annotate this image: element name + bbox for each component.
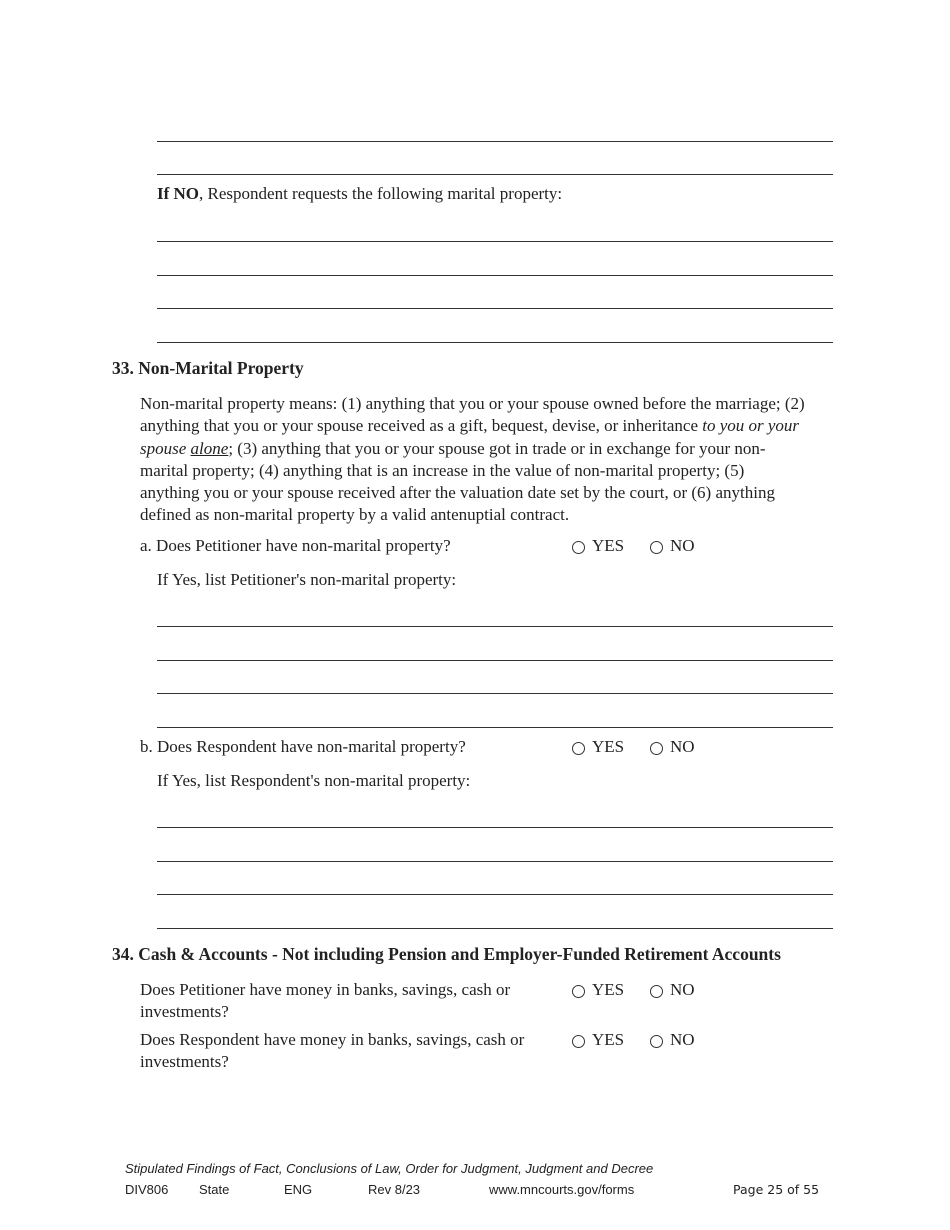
question-a-no-radio[interactable]	[650, 541, 663, 554]
fill-line-petitioner-3[interactable]	[157, 693, 833, 694]
section-34-heading: 34. Cash & Accounts - Not including Pension and Employer-Funded Retirement Accounts	[112, 944, 781, 964]
definition-alone: alone	[190, 438, 229, 458]
question-a-yes-label: YES	[592, 536, 625, 555]
definition-line-5: anything you or your spouse received after the valuation date set by the court, or (6) anything	[140, 483, 775, 503]
definition-line-2: anything that you or your spouse received as a gift, bequest, devise, or inheritance to you or your	[140, 416, 800, 436]
if-no-rest: , Respondent requests the following marital property:	[199, 184, 563, 203]
fill-line-marital-4[interactable]	[157, 342, 833, 343]
question-b-no-radio[interactable]	[650, 742, 663, 755]
question-a-list-prompt: If Yes, list Petitioner's non-marital property:	[157, 570, 457, 589]
respondent-accounts-yes-label: YES	[592, 1030, 625, 1049]
question-b-yes-label: YES	[592, 737, 625, 756]
section-33-heading: 33. Non-Marital Property	[112, 358, 304, 378]
fill-line-top-1[interactable]	[157, 141, 833, 142]
fill-line-marital-2[interactable]	[157, 275, 833, 276]
question-a-yes-radio[interactable]	[572, 541, 585, 554]
definition-line-3: spouse alone; (3) anything that you or your spouse got in trade or in exchange for your non-	[140, 438, 766, 458]
fill-line-petitioner-1[interactable]	[157, 626, 833, 627]
fill-line-top-2[interactable]	[157, 174, 833, 175]
fill-line-petitioner-4[interactable]	[157, 727, 833, 728]
definition-line-4: marital property; (4) anything that is an increase in the value of non-marital property; (5)	[140, 460, 745, 480]
definition-line-6: defined as non-marital property by a valid antenuptial contract.	[140, 505, 570, 525]
fill-line-respondent-2[interactable]	[157, 861, 833, 862]
question-petitioner-accounts: Does Petitioner have money in banks, savings, cash or investments?	[140, 980, 511, 1021]
footer-page-number: Page 25 of 55	[733, 1182, 820, 1197]
definition-line-1: Non-marital property means: (1) anything that you or your spouse owned before the marriage; (2)	[140, 394, 805, 413]
question-b-yes-radio[interactable]	[572, 742, 585, 755]
fill-line-respondent-4[interactable]	[157, 928, 833, 929]
petitioner-accounts-yes-label: YES	[592, 980, 625, 999]
question-b: b. Does Respondent have non-marital property?	[140, 737, 466, 756]
question-b-no-label: NO	[670, 737, 695, 756]
fill-line-respondent-3[interactable]	[157, 894, 833, 895]
petitioner-accounts-no-label: NO	[670, 980, 695, 999]
non-marital-definition	[140, 393, 835, 527]
footer-form-id: DIV806	[125, 1182, 169, 1197]
fill-line-marital-3[interactable]	[157, 308, 833, 309]
footer-jurisdiction: State	[199, 1182, 230, 1197]
fill-line-petitioner-2[interactable]	[157, 660, 833, 661]
respondent-accounts-no-label: NO	[670, 1030, 695, 1049]
petitioner-accounts-yes-radio[interactable]	[572, 985, 585, 998]
respondent-accounts-yes-radio[interactable]	[572, 1035, 585, 1048]
if-no-bold: If NO	[157, 184, 200, 203]
question-a: a. Does Petitioner have non-marital property?	[140, 536, 451, 555]
fill-line-respondent-1[interactable]	[157, 827, 833, 828]
question-a-no-label: NO	[670, 536, 695, 555]
question-respondent-accounts: Does Respondent have money in banks, savings, cash or investments?	[140, 1030, 525, 1071]
if-no-instruction	[157, 183, 562, 205]
footer-title: Stipulated Findings of Fact, Conclusions of Law, Order for Judgment, Judgment and Decree	[125, 1161, 654, 1176]
footer-language: ENG	[284, 1182, 313, 1197]
footer-website-link[interactable]: www.mncourts.gov/forms	[489, 1182, 635, 1197]
definition-italic-1: to you or your	[702, 416, 800, 436]
fill-line-marital-1[interactable]	[157, 241, 833, 242]
respondent-accounts-no-radio[interactable]	[650, 1035, 663, 1048]
question-b-list-prompt: If Yes, list Respondent's non-marital property:	[157, 771, 471, 790]
footer-revision: Rev 8/23	[368, 1182, 421, 1197]
petitioner-accounts-no-radio[interactable]	[650, 985, 663, 998]
